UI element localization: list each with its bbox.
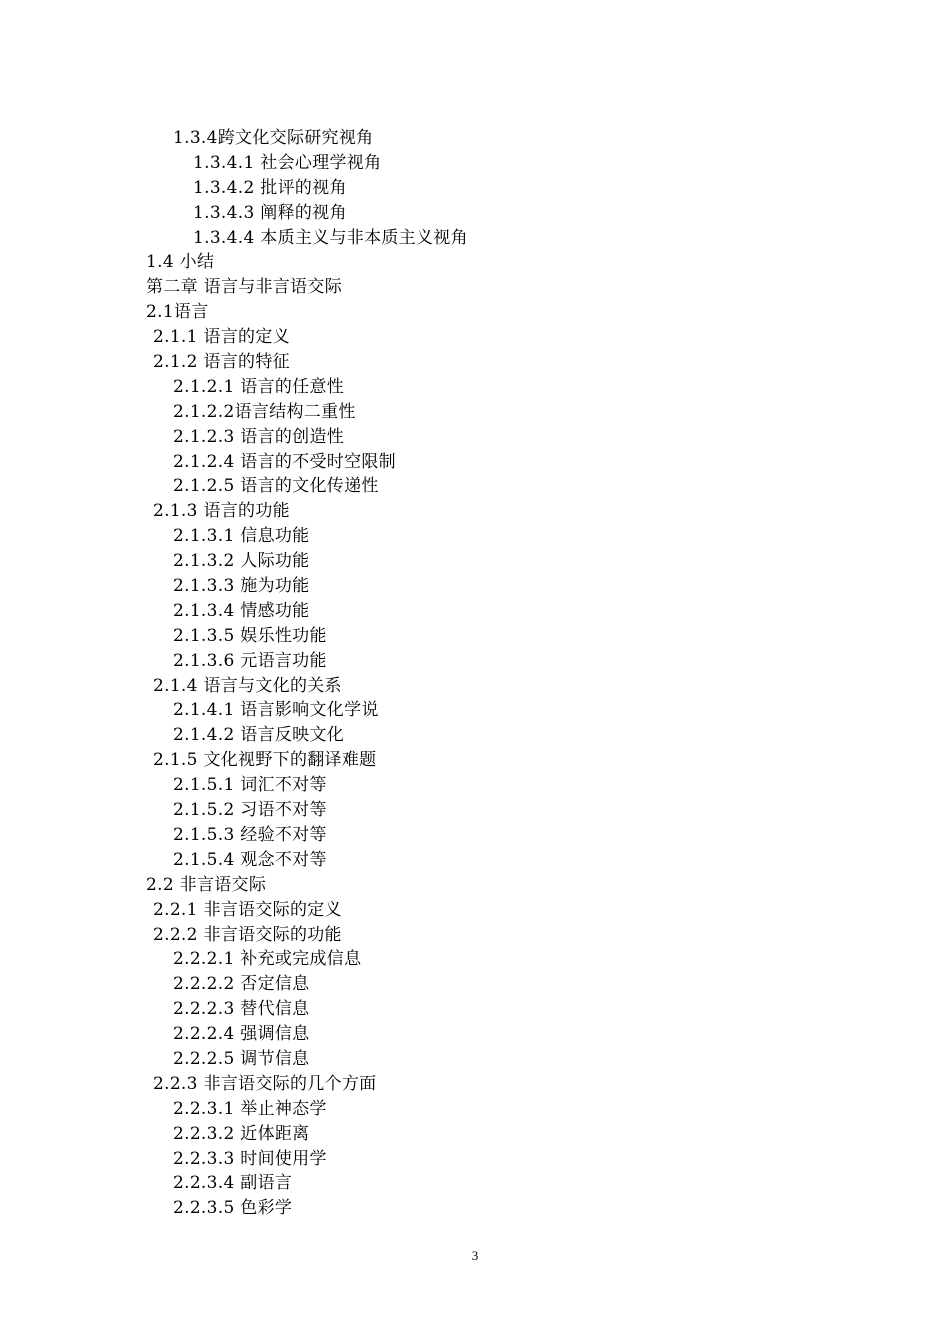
toc-chapter-heading: 第二章 语言与非言语交际 [146, 277, 343, 298]
toc-entry: 2.1.2.3 语言的创造性 [173, 426, 345, 447]
toc-entry: 2.2.3.4 副语言 [173, 1173, 293, 1194]
toc-entry: 2.2.2.2 否定信息 [173, 974, 310, 995]
toc-entry: 2.2.2.3 替代信息 [173, 999, 310, 1020]
toc-entry: 1.3.4.1 社会心理学视角 [193, 152, 382, 173]
toc-entry: 2.1.3.5 娱乐性功能 [173, 625, 327, 646]
page-number: 3 [471, 1248, 479, 1263]
toc-entry: 2.2.2 非言语交际的功能 [153, 924, 342, 945]
toc-entry: 2.1.5.4 观念不对等 [173, 849, 327, 870]
toc-entry: 2.1.5.1 词汇不对等 [173, 775, 327, 796]
toc-entry: 2.1.2.5 语言的文化传递性 [173, 476, 379, 497]
toc-entry: 2.2.3.5 色彩学 [173, 1198, 293, 1219]
toc-entry: 1.3.4.3 阐释的视角 [193, 202, 347, 223]
toc-entry: 1.4 小结 [146, 252, 215, 273]
toc-entry: 2.2.3.3 时间使用学 [173, 1148, 327, 1169]
toc-entry: 2.1.2.2语言结构二重性 [173, 401, 356, 422]
toc-entry: 2.1.2 语言的特征 [153, 352, 290, 373]
toc-entry: 2.1.3.6 元语言功能 [173, 650, 327, 671]
toc-entry: 2.1.4.2 语言反映文化 [173, 725, 345, 746]
toc-entry: 2.2.2.1 补充或完成信息 [173, 949, 362, 970]
table-of-contents [0, 126, 950, 1221]
toc-entry: 1.3.4.4 本质主义与非本质主义视角 [193, 227, 468, 248]
toc-entry: 2.2.1 非言语交际的定义 [153, 899, 342, 920]
toc-entry: 1.3.4跨文化交际研究视角 [173, 128, 374, 148]
toc-entry: 1.3.4.2 批评的视角 [193, 177, 347, 198]
toc-entry: 2.1.2.4 语言的不受时空限制 [173, 451, 396, 472]
toc-entry: 2.1.5.2 习语不对等 [173, 800, 327, 821]
toc-entry: 2.1.4.1 语言影响文化学说 [173, 700, 379, 721]
toc-entry: 2.2.2.5 调节信息 [173, 1048, 310, 1069]
toc-entry: 2.1.3.4 情感功能 [173, 600, 310, 621]
toc-entry: 2.2 非言语交际 [146, 874, 267, 895]
toc-entry: 2.1.4 语言与文化的关系 [153, 675, 342, 696]
toc-entry: 2.1语言 [146, 302, 209, 323]
toc-entry: 2.1.3.2 人际功能 [173, 551, 310, 572]
toc-entry: 2.1.5 文化视野下的翻译难题 [153, 750, 377, 771]
toc-entry: 2.1.2.1 语言的任意性 [173, 376, 345, 397]
toc-entry: 2.1.3.3 施为功能 [173, 576, 310, 597]
toc-entry: 2.2.3 非言语交际的几个方面 [153, 1073, 377, 1094]
toc-entry: 2.1.3.1 信息功能 [173, 526, 310, 547]
toc-entry: 2.2.3.2 近体距离 [173, 1123, 310, 1144]
toc-entry: 2.1.1 语言的定义 [153, 327, 290, 348]
toc-entry: 2.2.2.4 强调信息 [173, 1024, 310, 1045]
toc-entry: 2.2.3.1 举止神态学 [173, 1098, 327, 1119]
toc-entry: 2.1.5.3 经验不对等 [173, 824, 327, 845]
toc-entry: 2.1.3 语言的功能 [153, 501, 290, 522]
